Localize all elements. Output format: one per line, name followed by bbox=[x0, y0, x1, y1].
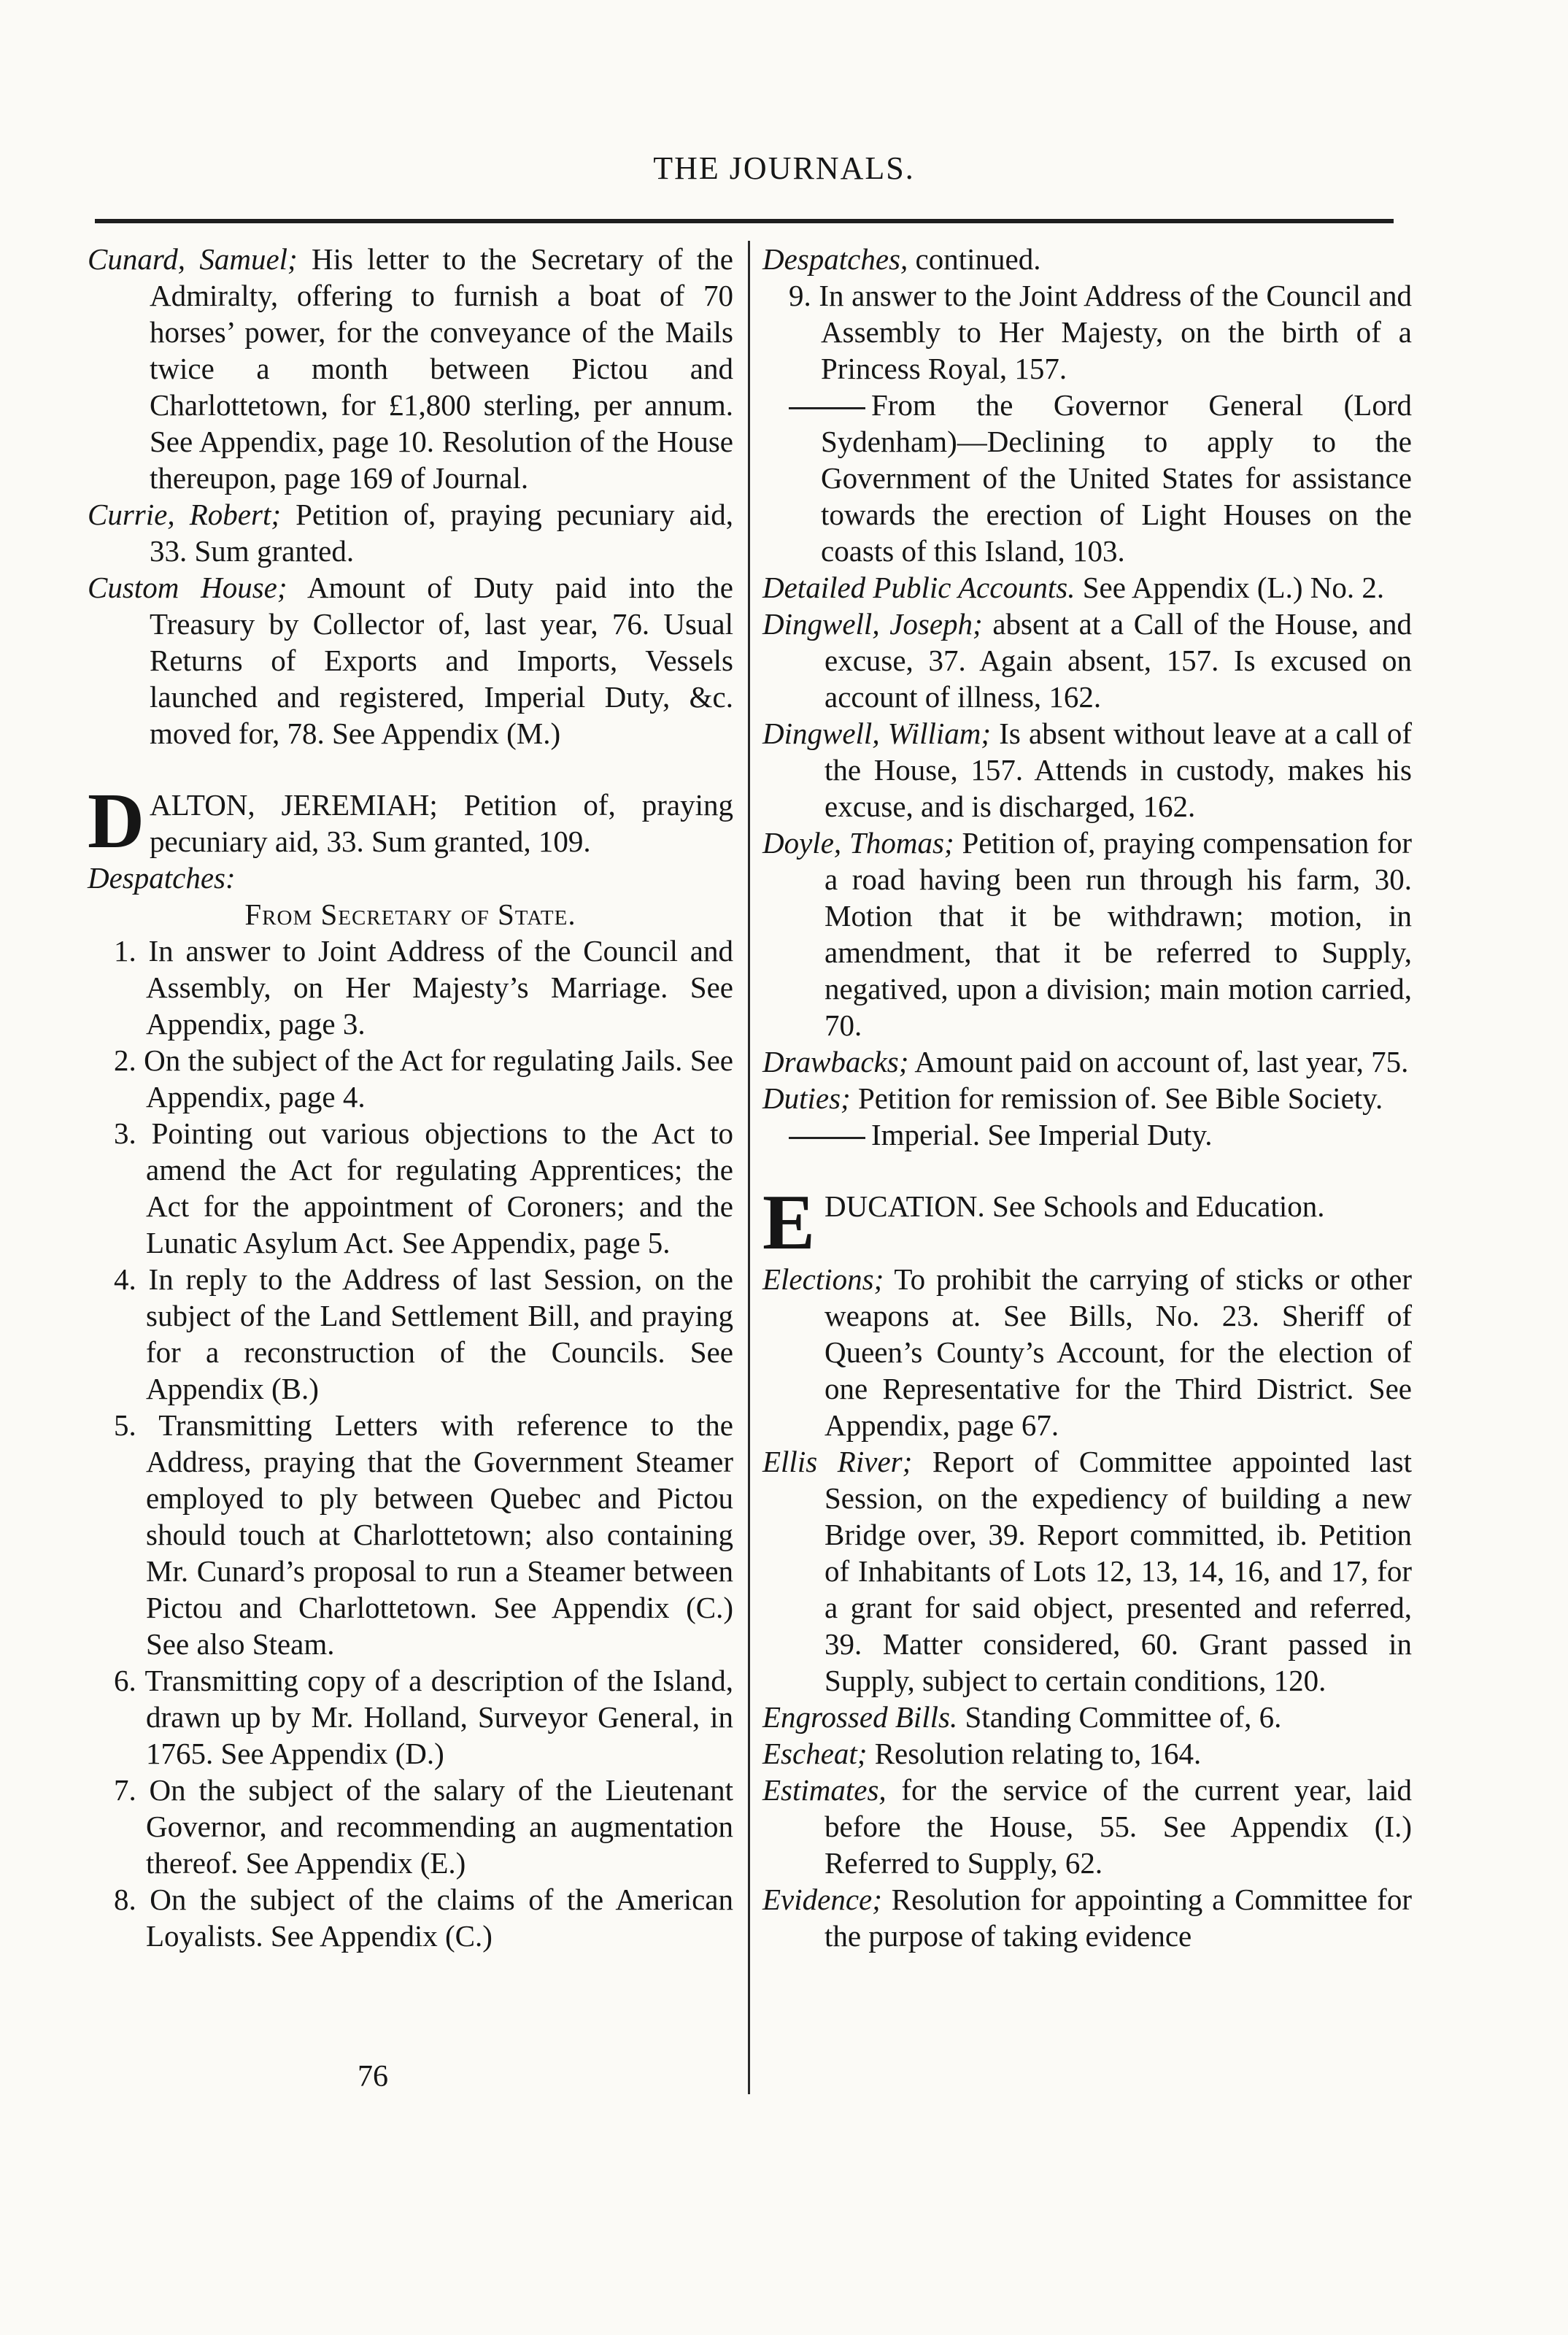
numbered-item bbox=[88, 933, 733, 1042]
entry-text: Petition of, praying pecuniary aid, 33. Sum granted, 109. bbox=[150, 788, 733, 858]
numbered-item bbox=[88, 1772, 733, 1881]
left-column bbox=[88, 241, 733, 1954]
index-entry bbox=[88, 241, 733, 496]
entry-heading: ALTON, JEREMIAH; bbox=[150, 788, 438, 822]
entry-text: Petition for remission of. See Bible Society. bbox=[850, 1081, 1383, 1115]
entry-text: See Appendix (L.) No. 2. bbox=[1075, 571, 1385, 604]
numbered-item bbox=[88, 1115, 733, 1261]
entry-heading: Estimates, bbox=[762, 1773, 887, 1807]
drop-capital: E bbox=[762, 1179, 816, 1266]
entry-text: continued. bbox=[908, 242, 1041, 276]
entry-text: Amount paid on account of, last year, 75. bbox=[908, 1045, 1409, 1078]
dash-rule bbox=[789, 407, 865, 409]
right-column bbox=[762, 241, 1412, 1954]
item-text: Imperial. See Imperial Duty. bbox=[871, 1118, 1213, 1151]
dropcap-entry bbox=[88, 778, 733, 865]
index-entry bbox=[762, 569, 1412, 606]
item-text: 9. In answer to the Joint Address of the Council and Assembly to Her Majesty, on the birth of a Princess Royal, 157. bbox=[789, 279, 1412, 385]
section-gap bbox=[762, 1153, 1412, 1188]
index-entry bbox=[88, 569, 733, 752]
entry-heading: DUCATION. bbox=[824, 1189, 985, 1223]
subheading bbox=[88, 896, 733, 933]
entry-text: for the service of the current year, laid before the House, 55. See Appendix (I.) Referred to Supply, 62. bbox=[824, 1773, 1412, 1880]
entry-text: Report of Committee appointed last Session, on the expediency of building a new Bridge over, 39. Report committed, ib. Petition of Inhabitants of Lots 12, 13, 14, 16, and 17, for a grant for said object, presented and referred, 39. Matter considered, 60. Grant passed in Supply, subject to certain conditions, 120. bbox=[824, 1445, 1412, 1697]
item-text: 4. In reply to the Address of last Session, on the subject of the Land Settlement Bill, and praying for a reconstruction of the Councils. See Appendix (B.) bbox=[114, 1262, 733, 1405]
item-text: 7. On the subject of the salary of the Lieutenant Governor, and recommending an augmentation thereof. See Appendix (E.) bbox=[114, 1773, 733, 1880]
entry-text: absent at a Call of the House, and excuse, 37. Again absent, 157. Is excused on account of illness, 162. bbox=[824, 607, 1412, 714]
index-entry bbox=[762, 1699, 1412, 1735]
item-text: 1. In answer to Joint Address of the Council and Assembly, on Her Majesty’s Marriage. See Appendix, page 3. bbox=[114, 934, 733, 1041]
entry-heading: Elections; bbox=[762, 1262, 884, 1296]
header-rule bbox=[95, 219, 1394, 223]
entry-heading: Drawbacks; bbox=[762, 1045, 909, 1078]
index-entry bbox=[762, 606, 1412, 715]
item-text: From the Governor General (Lord Sydenham)—Declining to apply to the Government of the United States for assistance towards the erection of Light Houses on the coasts of this Island, 103. bbox=[821, 388, 1412, 568]
entry-text: To prohibit the carrying of sticks or other weapons at. See Bills, No. 23. Sheriff of Queen’s County’s Account, for the election of one Representative for the Third District. See Appendix, page 67. bbox=[824, 1262, 1412, 1442]
item-text: 3. Pointing out various objections to the Act to amend the Act for regulating Apprentices; the Act for the appointment of Coroners; and the Lunatic Asylum Act. See Appendix, page 5. bbox=[114, 1116, 733, 1259]
index-entry bbox=[762, 1080, 1412, 1116]
index-entry bbox=[88, 496, 733, 569]
entry-heading: Custom House; bbox=[88, 571, 287, 604]
entry-text: Petition of, praying pecuniary aid, 33. Sum granted. bbox=[150, 498, 734, 568]
entry-heading: Ellis River; bbox=[762, 1445, 913, 1478]
drop-capital: D bbox=[88, 778, 144, 865]
entry-heading: Escheat; bbox=[762, 1737, 868, 1770]
entry-heading: Doyle, Thomas; bbox=[762, 826, 954, 860]
entry-heading: Evidence; bbox=[762, 1883, 882, 1916]
entry-heading: Engrossed Bills. bbox=[762, 1700, 958, 1734]
index-entry bbox=[762, 1881, 1412, 1954]
numbered-item bbox=[762, 277, 1412, 387]
item-text: 6. Transmitting copy of a description of the Island, drawn up by Mr. Holland, Surveyor General, in 1765. See Appendix (D.) bbox=[114, 1664, 733, 1770]
index-entry bbox=[762, 715, 1412, 825]
subheading-text: From Secretary of State. bbox=[244, 898, 576, 931]
index-entry bbox=[762, 825, 1412, 1043]
item-text: 5. Transmitting Letters with reference to the Address, praying that the Government Steamer employed to ply between Quebec and Pictou should touch at Charlottetown; also containing Mr. Cunard’s proposal to run a Steamer between Pictou and Charlottetown. See Appendix (C.) See also Steam. bbox=[114, 1408, 733, 1661]
entry-text: Amount of Duty paid into the Treasury by Collector of, last year, 76. Usual Returns of Exports and Imports, Vessels launched and registered, Imperial Duty, &c. moved for, 78. See Appendix (M.) bbox=[150, 571, 733, 750]
entry-heading: Detailed Public Accounts. bbox=[762, 571, 1075, 604]
numbered-item bbox=[88, 1261, 733, 1407]
item-text: 8. On the subject of the claims of the American Loyalists. See Appendix (C.) bbox=[114, 1883, 733, 1953]
entry-text: His letter to the Secretary of the Admiralty, offering to furnish a boat of 70 horses’ power, for the conveyance of the Mails twice a month between Pictou and Charlottetown, for £1,800 sterling, per annum. See Appendix, page 10. Resolution of the House thereupon, page 169 of Journal. bbox=[150, 242, 733, 495]
index-entry bbox=[762, 1261, 1412, 1443]
entry-heading: Dingwell, Joseph; bbox=[762, 607, 983, 641]
entry-heading: Currie, Robert; bbox=[88, 498, 282, 531]
entry-heading: Duties; bbox=[762, 1081, 851, 1115]
entry-text: Petition of, praying compensation for a road having been run through his farm, 30. Motion that it be withdrawn; motion, in amendment, that it be referred to Supply, negatived, upon a division; main motion carried, 70. bbox=[824, 826, 1412, 1042]
entry-text: Standing Committee of, 6. bbox=[957, 1700, 1282, 1734]
index-entry bbox=[762, 1735, 1412, 1772]
section-gap bbox=[88, 752, 733, 787]
index-entry bbox=[762, 1043, 1412, 1080]
column-divider bbox=[748, 241, 750, 2094]
page-number: 76 bbox=[358, 2060, 388, 2093]
entry-heading: Dingwell, William; bbox=[762, 717, 992, 750]
item-text: 2. On the subject of the Act for regulating Jails. See Appendix, page 4. bbox=[114, 1043, 733, 1114]
numbered-item bbox=[88, 1042, 733, 1115]
entry-text: Resolution for appointing a Committee for the purpose of taking evidence bbox=[824, 1883, 1412, 1953]
index-entry bbox=[762, 1772, 1412, 1881]
dash-item bbox=[762, 387, 1412, 569]
entry-text: Resolution relating to, 164. bbox=[867, 1737, 1202, 1770]
page-header: THE JOURNALS. bbox=[653, 150, 915, 186]
index-entry bbox=[88, 860, 733, 896]
numbered-item bbox=[88, 1407, 733, 1662]
entry-text: See Schools and Education. bbox=[984, 1189, 1325, 1223]
numbered-item bbox=[88, 1881, 733, 1954]
entry-heading: Despatches: bbox=[88, 861, 236, 895]
entry-text: Is absent without leave at a call of the House, 157. Attends in custody, makes his excuse, and is discharged, 162. bbox=[824, 717, 1412, 823]
numbered-item bbox=[88, 1662, 733, 1772]
dash-item bbox=[762, 1116, 1412, 1153]
index-entry bbox=[762, 1443, 1412, 1699]
index-entry bbox=[762, 241, 1412, 277]
entry-heading: Despatches, bbox=[762, 242, 908, 276]
entry-heading: Cunard, Samuel; bbox=[88, 242, 298, 276]
dropcap-entry bbox=[762, 1179, 1412, 1266]
dash-rule bbox=[789, 1137, 865, 1139]
